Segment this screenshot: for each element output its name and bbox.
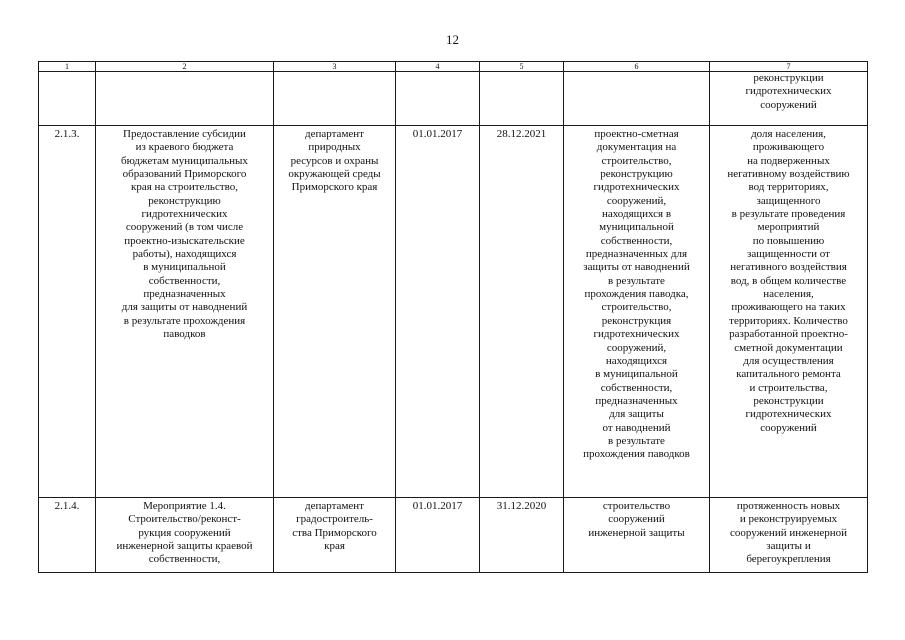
indicator-cell: протяженность новых и реконструируемых сооружений инженерной защиты и берегоукрепления bbox=[710, 498, 868, 573]
empty-cell bbox=[274, 72, 396, 126]
item-number: 2.1.3. bbox=[39, 126, 96, 498]
empty-cell bbox=[396, 72, 480, 126]
column-number: 4 bbox=[396, 62, 480, 72]
column-number: 5 bbox=[480, 62, 564, 72]
column-number: 7 bbox=[710, 62, 868, 72]
program-table bbox=[38, 61, 868, 573]
executor-cell: департамент природных ресурсов и охраны окружающей среды Приморского края bbox=[274, 126, 396, 498]
indicator-cell: доля населения, проживающего на подверженных негативному воздействию вод территориях, защищенного в результате проведения мероприятий по повышению защищенности от негативного воздействия вод, в общем количестве населения, проживающего на таких территориях. Количество разработанной проектно- сметной документации для осуществления капитального ремонта и строительства, реконструкции гидротехнических сооружений bbox=[710, 126, 868, 498]
empty-cell bbox=[39, 72, 96, 126]
column-number-row bbox=[39, 62, 868, 72]
column-number: 2 bbox=[96, 62, 274, 72]
empty-cell bbox=[96, 72, 274, 126]
indicator-cell: реконструкции гидротехнических сооружений bbox=[710, 72, 868, 126]
column-number: 1 bbox=[39, 62, 96, 72]
result-cell: проектно-сметная документация на строительство, реконструкцию гидротехнических сооружений, находящихся в муниципальной собственности, предназначенных для защиты от наводнений в результате прохождения паводка, строительство, реконструкция гидротехнических сооружений, находящихся в муниципальной собственности, предназначенных для защиты от наводнений в результате прохождения паводков bbox=[564, 126, 710, 498]
description-cell: Мероприятие 1.4. Строительство/реконст- рукция сооружений инженерной защиты краевой собственности, bbox=[96, 498, 274, 573]
empty-cell bbox=[564, 72, 710, 126]
page-number: 12 bbox=[446, 32, 459, 47]
table-row bbox=[39, 126, 868, 498]
end-date-cell: 31.12.2020 bbox=[480, 498, 564, 573]
item-number: 2.1.4. bbox=[39, 498, 96, 573]
empty-cell bbox=[480, 72, 564, 126]
continuation-row bbox=[39, 72, 868, 126]
result-cell: строительство сооружений инженерной защиты bbox=[564, 498, 710, 573]
description-cell: Предоставление субсидии из краевого бюджета бюджетам муниципальных образований Приморского края на строительство, реконструкцию гидротехнических сооружений (в том числе проектно-изыскательские работы), находящихся в муниципальной собственности, предназначенных для защиты от наводнений в результате прохождения паводков bbox=[96, 126, 274, 498]
end-date-cell: 28.12.2021 bbox=[480, 126, 564, 498]
start-date-cell: 01.01.2017 bbox=[396, 498, 480, 573]
table-row bbox=[39, 498, 868, 573]
column-number: 6 bbox=[564, 62, 710, 72]
column-number: 3 bbox=[274, 62, 396, 72]
executor-cell: департамент градостроитель- ства Приморского края bbox=[274, 498, 396, 573]
start-date-cell: 01.01.2017 bbox=[396, 126, 480, 498]
